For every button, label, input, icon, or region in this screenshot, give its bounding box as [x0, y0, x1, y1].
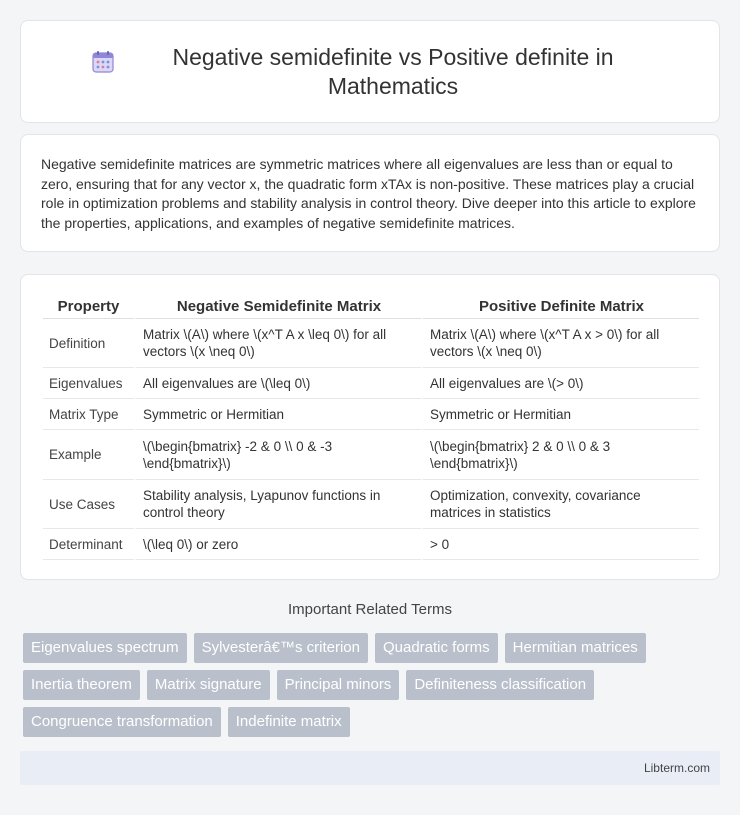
table-row: [43, 368, 699, 399]
table-cell: \(\begin{bmatrix} -2 & 0 \\ 0 & -3 \end{bmatrix}\): [134, 430, 421, 480]
table-row: [43, 399, 699, 430]
site-link[interactable]: Libterm.com: [643, 761, 710, 775]
related-term-tag[interactable]: Quadratic forms: [375, 633, 498, 663]
related-term-tag[interactable]: Definiteness classification: [406, 670, 594, 700]
related-terms-tags: [23, 633, 703, 744]
footer: [20, 751, 720, 785]
table-cell: > 0: [421, 529, 699, 560]
table-cell: Symmetric or Hermitian: [134, 399, 421, 430]
table-cell: \(\begin{bmatrix} 2 & 0 \\ 0 & 3 \end{bmatrix}\): [421, 430, 699, 480]
title-card: [20, 20, 720, 123]
page-title: Negative semidefinite vs Positive definite in Mathematics: [172, 43, 614, 99]
related-term-tag[interactable]: Indefinite matrix: [228, 707, 350, 737]
table-cell: Matrix \(A\) where \(x^T A x \leq 0\) for all vectors \(x \neq 0\): [134, 319, 421, 368]
comparison-table-card: [20, 274, 720, 580]
related-term-tag[interactable]: Inertia theorem: [23, 670, 140, 700]
related-term-tag[interactable]: Congruence transformation: [23, 707, 221, 737]
related-term-tag[interactable]: Eigenvalues spectrum: [23, 633, 187, 663]
table-row: [43, 319, 699, 368]
related-terms-heading: Important Related Terms: [288, 601, 452, 618]
property-cell: Example: [43, 430, 134, 480]
related-term-tag[interactable]: Sylvesterâ€™s criterion: [194, 633, 368, 663]
related-term-tag[interactable]: Principal minors: [277, 670, 400, 700]
table-cell: Symmetric or Hermitian: [421, 399, 699, 430]
property-cell: Use Cases: [43, 480, 134, 529]
table-header-row: [43, 294, 699, 319]
property-cell: Definition: [43, 319, 134, 368]
column-header: Negative Semidefinite Matrix: [134, 294, 421, 319]
table-cell: All eigenvalues are \(> 0\): [421, 368, 699, 399]
table-row: [43, 430, 699, 480]
table-cell: Optimization, convexity, covariance matrices in statistics: [421, 480, 699, 529]
table-cell: \(\leq 0\) or zero: [134, 529, 421, 560]
related-term-tag[interactable]: Hermitian matrices: [505, 633, 646, 663]
table-cell: Stability analysis, Lyapunov functions in control theory: [134, 480, 421, 529]
comparison-table: [43, 294, 699, 560]
property-cell: Determinant: [43, 529, 134, 560]
table-cell: Matrix \(A\) where \(x^T A x > 0\) for all vectors \(x \neq 0\): [421, 319, 699, 368]
table-row: [43, 480, 699, 529]
table-row: [43, 529, 699, 560]
calendar-grid-icon: [90, 49, 116, 75]
intro-paragraph: Negative semidefinite matrices are symmetric matrices where all eigenvalues are less than or equal to zero, ensuring that for any vector x, the quadratic form xTAx is non-positive. These matrices play a crucial role in optimization problems and stability analysis in control theory. Dive deeper into this article to explore the properties, applications, and examples of negative semidefinite matrices.: [41, 156, 696, 231]
intro-card: [20, 134, 720, 252]
column-header: Positive Definite Matrix: [421, 294, 699, 319]
column-header: Property: [43, 294, 134, 319]
property-cell: Matrix Type: [43, 399, 134, 430]
related-term-tag[interactable]: Matrix signature: [147, 670, 270, 700]
property-cell: Eigenvalues: [43, 368, 134, 399]
table-cell: All eigenvalues are \(\leq 0\): [134, 368, 421, 399]
